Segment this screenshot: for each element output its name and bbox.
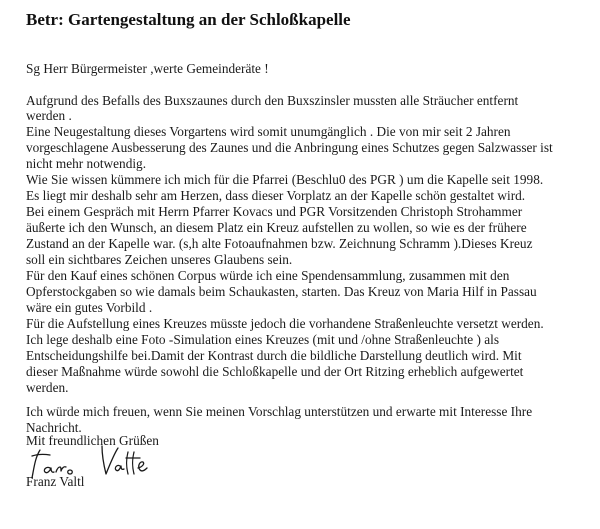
body-line: werden. xyxy=(26,380,69,395)
body-line: Eine Neugestaltung dieses Vorgartens wird somit unumgänglich . Die von mir seit 2 Jahren xyxy=(26,124,511,139)
body-line: Opferstockgaben so wie damals beim Schaukasten, starten. Das Kreuz von Maria Hilf in Passau xyxy=(26,284,537,299)
body-line: nicht mehr notwendig. xyxy=(26,156,147,171)
body-line: äußerte ich den Wunsch, an diesem Platz ein Kreuz aufstellen zu wollen, so wie es der frühere xyxy=(26,220,527,235)
body-line: Für die Aufstellung eines Kreuzes müsste jedoch die vorhandene Straßenleuchte versetzt werden. xyxy=(26,316,544,331)
body-line: Es liegt mir deshalb sehr am Herzen, dass dieser Vorplatz an der Kapelle schön gestaltet wird. xyxy=(26,188,526,203)
body-line: Zustand an der Kapelle war. (s,h alte Fotoaufnahmen bzw. Zeichnung Schramm ).Dieses Kreuz xyxy=(26,236,533,251)
body-line: Bei einem Gespräch mit Herrn Pfarrer Kovacs und PGR Vorsitzenden Christoph Strohammer xyxy=(26,204,523,219)
body-line: Entscheidungshilfe bei.Damit der Kontrast durch die bildliche Darstellung deutlich wird. Mit xyxy=(26,348,522,363)
body-line: vorgeschlagene Ausbesserung des Zaunes und die Anbringung eines Schutzes gegen Salzwasser ist xyxy=(26,140,553,155)
body-line: soll ein sichtbares Zeichen unseres Glaubens sein. xyxy=(26,252,293,267)
body-line: Wie Sie wissen kümmere ich mich für die Pfarrei (Beschlu0 des PGR ) um die Kapelle seit 1998. xyxy=(26,172,544,187)
body-line: Aufgrund des Befalls des Buxszaunes durch den Buxszinsler mussten alle Sträucher entfernt xyxy=(26,93,519,108)
body-line: Ich lege deshalb eine Foto -Simulation eines Kreuzes (mit und /ohne Straßenleuchte ) als xyxy=(26,332,500,347)
closing-line: Nachricht. xyxy=(26,420,82,435)
salutation: Sg Herr Bürgermeister ,werte Gemeinderäte ! xyxy=(26,61,269,76)
signer-name: Franz Valtl xyxy=(26,474,85,489)
body-line: wäre ein gutes Vorbild . xyxy=(26,300,153,315)
body-line: dieser Maßnahme würde sowohl die Schloßkapelle und der Ort Ritzing erheblich aufgewertet xyxy=(26,364,524,379)
greeting: Mit freundlichen Grüßen xyxy=(26,433,159,448)
body-line: Für den Kauf eines schönen Corpus würde ich eine Spendensammlung, zusammen mit den xyxy=(26,268,510,283)
letter-subject: Betr: Gartengestaltung an der Schloßkapelle xyxy=(26,10,351,29)
body-line: werden . xyxy=(26,108,72,123)
closing-line: Ich würde mich freuen, wenn Sie meinen Vorschlag unterstützen und erwarte mit Interesse Ihre xyxy=(26,404,533,419)
